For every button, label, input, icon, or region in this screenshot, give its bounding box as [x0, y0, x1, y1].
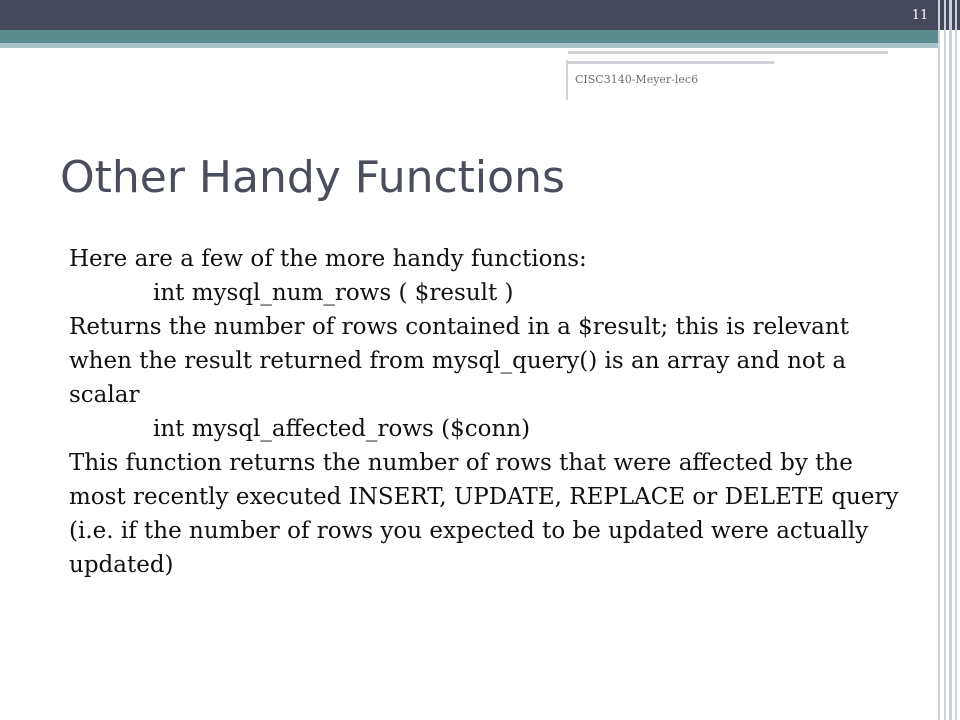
- vertical-rule: [938, 0, 940, 720]
- slide-title: Other Handy Functions: [60, 152, 565, 203]
- vertical-rule: [949, 0, 952, 720]
- decorative-line: [566, 60, 568, 100]
- decorative-line: [568, 61, 774, 64]
- header-accent-bar: [0, 30, 938, 43]
- header-accent-stripe: [0, 43, 938, 48]
- slide-footer: CISC3140-Meyer-lec6: [575, 73, 699, 86]
- header-bar: [0, 0, 960, 30]
- vertical-rule: [944, 0, 946, 720]
- slide-number: 11: [911, 8, 929, 23]
- function-signature: int mysql_affected_rows ($conn): [153, 416, 531, 442]
- vertical-rule: [955, 0, 957, 720]
- body-intro: Here are a few of the more handy functions:: [69, 246, 587, 272]
- function-description: This function returns the number of rows that were affected by the most recently executed INSERT, UPDATE, REPLACE or DELETE query (i.e. if the number of rows you expected to be updated were actually updated): [69, 450, 899, 578]
- decorative-line: [568, 51, 888, 54]
- slide-body: [69, 242, 909, 582]
- function-description: Returns the number of rows contained in a $result; this is relevant when the result returned from mysql_query() is an array and not a scalar: [69, 314, 849, 408]
- function-signature: int mysql_num_rows ( $result ): [153, 280, 514, 306]
